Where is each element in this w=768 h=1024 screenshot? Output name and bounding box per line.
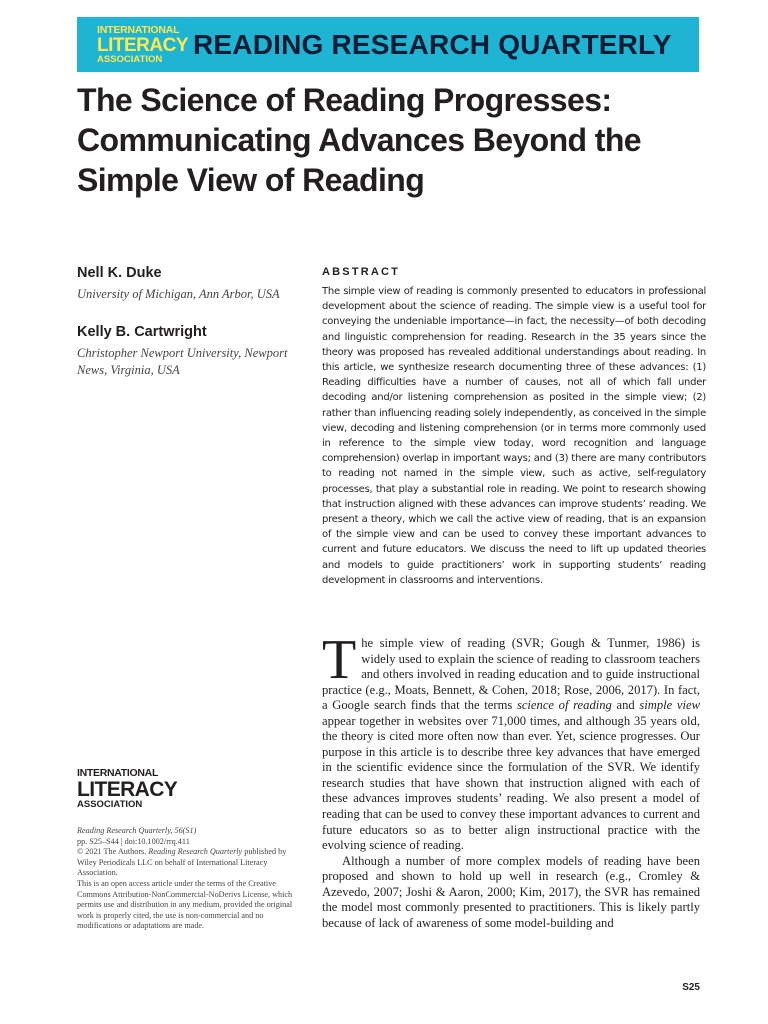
article-body — [322, 629, 701, 931]
ila-banner-logo — [97, 25, 189, 64]
author-affiliation-2: Christopher Newport University, Newport News, Virginia, USA — [77, 346, 288, 377]
license-notice: This is an open access article under the terms of the Creative Commons Attribution-NonCommercial-NoDerivs License, which permits use and distribution in any medium, provided the original work is properly cited, the use is non-commercial and no modifications or adaptations are made. — [77, 878, 293, 931]
journal-banner — [77, 17, 699, 72]
page-number: S25 — [682, 982, 700, 993]
drop-cap: T — [322, 629, 357, 691]
ila-logo — [77, 768, 177, 809]
pages-doi: pp. S25–S44 | doi:10.1002/rrq.411 — [77, 836, 190, 846]
logo-line-3: ASSOCIATION — [97, 53, 163, 65]
copyright-notice: © 2021 The Authors. Reading Research Quarterly published by Wiley Periodicals LLC on behalf of International Literacy Association. — [77, 847, 287, 878]
publication-info — [77, 826, 295, 932]
author-name-2: Kelly B. Cartwright — [77, 324, 207, 340]
logo-line-2: LITERACY — [97, 34, 188, 56]
abstract-heading: ABSTRACT — [322, 266, 401, 278]
journal-title: READING RESEARCH QUARTERLY — [193, 28, 672, 60]
sidebar-logo-line-1: INTERNATIONAL — [77, 767, 159, 779]
sidebar-logo-line-3: ASSOCIATION — [77, 798, 143, 810]
body-paragraph-1: The simple view of reading (SVR; Gough & Tunmer, 1986) is widely used to explain the science of reading to classroom teachers and others involved in reading education and to guide instructional practice (e.g., Moats, Bennett, & Cohen, 2018; Rose, 2006, 2017). In fact, a Google search finds that the terms science of reading and simple view appear together in websites over 71,000 times, and although 35 years old, the theory is cited more often now than ever. Yet, science progresses. Our purpose in this article is to describe three key advances that have emerged in the scientific evidence since the formulation of the SVR. We identify research studies that have shown that instruction aligned with each of these advances improves students’ reading. We also present a model of reading that can be used to convey these important advances to current and future educators so as to better align instructional practice with the evolving science of reading. — [322, 629, 701, 853]
article-title: The Science of Reading Progresses: Communicating Advances Beyond the Simple View of Reading — [77, 82, 641, 198]
logo-line-1: INTERNATIONAL — [97, 24, 180, 36]
journal-citation: Reading Research Quarterly, 56(S1) — [77, 826, 197, 835]
body-paragraph-2: Although a number of more complex models of reading have been proposed and shown to hold up well in research (e.g., Cromley & Azevedo, 2007; Joshi & Aaron, 2000; Kim, 2017), the SVR has remained the model most commonly presented to practitioners. This is likely partly because of lack of awareness of some model-building and — [322, 853, 700, 930]
abstract-text: The simple view of reading is commonly presented to educators in professional development about the science of reading. The simple view is a useful tool for conveying the undeniable importance—in fact, the necessity—of both decoding and linguistic comprehension for reading. Research in the 35 years since the theory was proposed has revealed additional understandings about reading. In this article, we synthesize research documenting three of these advances: (1) Reading difficulties have a number of causes, not all of which fall under decoding and/or listening comprehension as posited in the simple view; (2) rather than influencing reading solely independently, as conceived in the simple view, decoding and listening comprehension (or in terms more commonly used in reference to the simple view today, word recognition and language comprehension) overlap in important ways; and (3) there are many contributors to reading not named in the simple view, such as active, self-regulatory processes, that play a substantial role in reading. We point to research showing that instruction aligned with these advances can improve students’ reading. We present a theory, which we call the active view of reading, that is an expansion of the simple view and can be used to convey these important advances to current and future educators. We discuss the need to lift up updated theories and models to guide practitioners’ work in supporting students’ reading development in classrooms and interventions. — [322, 286, 706, 586]
author-name-1: Nell K. Duke — [77, 265, 162, 281]
sidebar-logo-line-2: LITERACY — [77, 777, 178, 801]
author-affiliation-1: University of Michigan, Ann Arbor, USA — [77, 287, 280, 301]
